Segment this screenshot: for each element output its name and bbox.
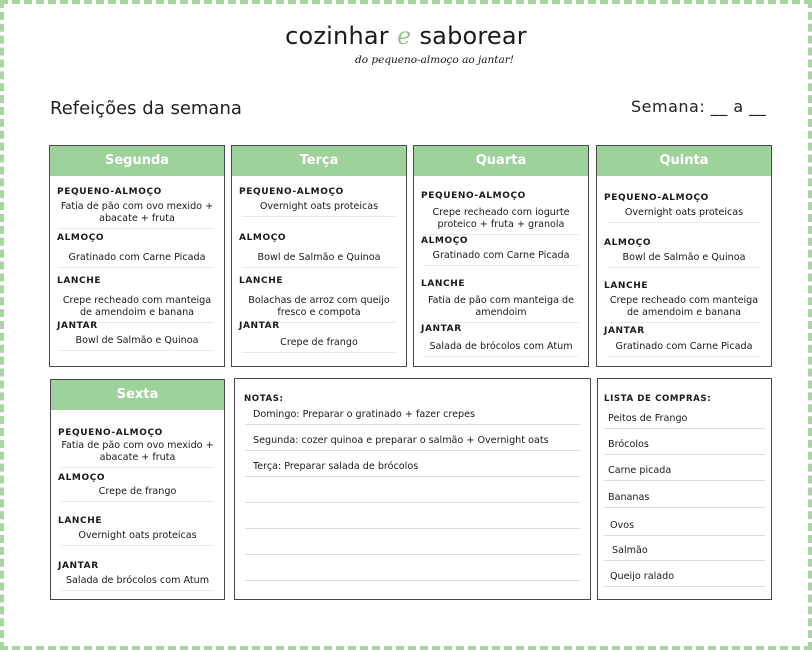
meal-label-breakfast: PEQUENO-ALMOÇO — [57, 187, 162, 197]
meal-text-lunch[interactable]: Bowl de Salmão e Quinoa — [607, 252, 761, 268]
shopping-item-text: Salmão — [612, 545, 648, 556]
meal-lunch — [50, 233, 224, 268]
meal-snack — [232, 276, 406, 323]
note-line[interactable] — [245, 477, 580, 503]
note-line[interactable] — [245, 529, 580, 555]
meal-snack — [50, 276, 224, 323]
meal-text-snack[interactable]: Bolachas de arroz com queijo fresco e compota — [242, 295, 396, 323]
brand-name-right: saborear — [419, 22, 527, 50]
meal-label-dinner: JANTAR — [421, 324, 462, 334]
shopping-item-text: Ovos — [610, 520, 635, 531]
meal-text-breakfast[interactable]: Overnight oats proteicas — [242, 201, 396, 217]
meal-label-lunch: ALMOÇO — [604, 238, 652, 248]
meal-text-dinner[interactable]: Crepe de frango — [242, 337, 396, 353]
meal-label-dinner: JANTAR — [604, 326, 645, 336]
shopping-item[interactable] — [604, 455, 765, 481]
meal-text-breakfast[interactable]: Fatia de pão com ovo mexido + abacate + fruta — [61, 440, 214, 468]
meal-label-snack: LANCHE — [239, 276, 284, 286]
meal-label-lunch: ALMOÇO — [421, 236, 469, 246]
meal-breakfast — [51, 428, 224, 468]
meal-text-snack[interactable]: Overnight oats proteicas — [61, 530, 214, 546]
shopping-item[interactable] — [604, 482, 765, 508]
meal-dinner — [50, 321, 224, 351]
day-card-quarta — [413, 145, 589, 367]
meal-text-lunch[interactable]: Bowl de Salmão e Quinoa — [242, 252, 396, 268]
meal-lunch — [51, 473, 224, 502]
day-card-terca — [231, 145, 407, 367]
meal-lunch — [232, 233, 406, 268]
shopping-item-text: Carne picada — [608, 465, 672, 476]
shopping-item[interactable] — [604, 429, 765, 455]
note-line[interactable] — [245, 399, 580, 425]
shopping-item-text: Bananas — [608, 492, 650, 503]
note-line[interactable] — [245, 425, 580, 451]
meal-dinner — [232, 321, 406, 353]
shopping-item[interactable] — [604, 535, 765, 561]
meal-label-breakfast: PEQUENO-ALMOÇO — [604, 193, 709, 203]
meal-text-dinner[interactable]: Bowl de Salmão e Quinoa — [60, 335, 214, 351]
meal-lunch — [597, 238, 771, 268]
day-card-sexta — [50, 379, 225, 600]
meal-snack — [51, 516, 224, 546]
note-line[interactable] — [245, 451, 580, 477]
meal-text-lunch[interactable]: Gratinado com Carne Picada — [60, 252, 214, 268]
day-header: Segunda — [50, 146, 224, 176]
meal-breakfast — [414, 191, 588, 235]
meal-label-snack: LANCHE — [58, 516, 103, 526]
meal-text-snack[interactable]: Crepe recheado com manteiga de amendoim e banana — [607, 295, 761, 323]
meal-label-snack: LANCHE — [57, 276, 102, 286]
shopping-item-text: Brócolos — [608, 439, 649, 450]
shopping-list-panel — [597, 378, 772, 600]
meal-lunch — [414, 236, 588, 266]
meal-label-lunch: ALMOÇO — [239, 233, 287, 243]
meal-breakfast — [232, 187, 406, 217]
meal-label-dinner: JANTAR — [58, 561, 99, 571]
meal-label-lunch: ALMOÇO — [58, 473, 106, 483]
brand-tagline: do pequeno-almoço ao jantar! — [355, 54, 514, 66]
meal-text-breakfast[interactable]: Fatia de pão com ovo mexido + abacate + fruta — [60, 201, 214, 229]
meal-text-lunch[interactable]: Crepe de frango — [61, 486, 214, 502]
day-header: Quinta — [597, 146, 771, 176]
brand-name-accent: e — [396, 22, 412, 50]
shopping-list-title: LISTA DE COMPRAS: — [604, 394, 712, 404]
week-range-field[interactable]: Semana: __ a __ — [631, 97, 767, 116]
meal-text-dinner[interactable]: Salada de brócolos com Atum — [61, 575, 214, 591]
meal-label-lunch: ALMOÇO — [57, 233, 105, 243]
meal-label-dinner: JANTAR — [239, 321, 280, 331]
day-card-quinta — [596, 145, 772, 367]
brand-logo — [0, 22, 812, 50]
meal-dinner — [597, 326, 771, 357]
note-text: Segunda: cozer quinoa e preparar o salmão + Overnight oats — [253, 435, 549, 446]
meal-breakfast — [50, 187, 224, 229]
shopping-item[interactable] — [604, 510, 765, 536]
day-header: Quarta — [414, 146, 588, 176]
meal-dinner — [414, 324, 588, 357]
meal-text-breakfast[interactable]: Crepe recheado com iogurte proteico + fruta + granola — [424, 207, 578, 235]
meal-label-breakfast: PEQUENO-ALMOÇO — [421, 191, 526, 201]
day-card-segunda — [49, 145, 225, 367]
day-header: Terça — [232, 146, 406, 176]
meal-text-snack[interactable]: Crepe recheado com manteiga de amendoim e banana — [60, 295, 214, 323]
shopping-item[interactable] — [604, 403, 765, 429]
meal-breakfast — [597, 193, 771, 223]
note-text: Terça: Preparar salada de brócolos — [253, 461, 419, 472]
meal-text-snack[interactable]: Fatia de pão com manteiga de amendoim — [424, 295, 578, 323]
meal-label-breakfast: PEQUENO-ALMOÇO — [239, 187, 344, 197]
shopping-item-text: Queijo ralado — [610, 571, 675, 582]
meal-dinner — [51, 561, 224, 591]
brand-name-left: cozinhar — [285, 22, 389, 50]
meal-label-snack: LANCHE — [421, 279, 466, 289]
note-text: Domingo: Preparar o gratinado + fazer crepes — [253, 409, 476, 420]
meal-text-dinner[interactable]: Gratinado com Carne Picada — [607, 341, 761, 357]
meal-label-snack: LANCHE — [604, 281, 649, 291]
meal-label-dinner: JANTAR — [57, 321, 98, 331]
meal-text-lunch[interactable]: Gratinado com Carne Picada — [424, 250, 578, 266]
meal-label-breakfast: PEQUENO-ALMOÇO — [58, 428, 163, 438]
meal-text-dinner[interactable]: Salada de brócolos com Atum — [424, 341, 578, 357]
note-line[interactable] — [245, 503, 580, 529]
day-header: Sexta — [51, 380, 224, 410]
note-line[interactable] — [245, 555, 580, 581]
notes-title: NOTAS: — [244, 394, 284, 404]
page-title: Refeições da semana — [50, 98, 242, 119]
shopping-item-text: Peitos de Frango — [608, 413, 688, 424]
meal-text-breakfast[interactable]: Overnight oats proteicas — [607, 207, 761, 223]
notes-panel — [234, 378, 591, 600]
meal-snack — [414, 279, 588, 323]
meal-snack — [597, 281, 771, 323]
shopping-item[interactable] — [604, 561, 765, 587]
